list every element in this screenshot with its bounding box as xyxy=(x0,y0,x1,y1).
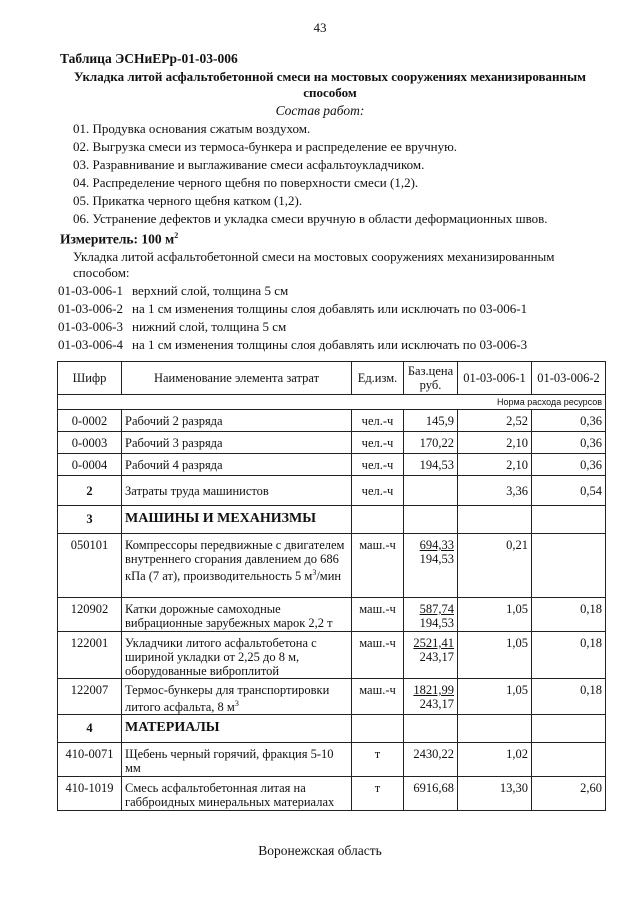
table-row xyxy=(58,715,606,743)
subitem-code: 01-03-006-1 xyxy=(58,283,123,298)
cell-name-text: Затраты труда машинистов xyxy=(125,484,269,498)
subitem xyxy=(58,319,286,335)
subitem xyxy=(58,301,527,317)
price-total: 694,33 xyxy=(419,538,454,552)
table-row xyxy=(58,679,606,715)
cell-price xyxy=(404,679,458,715)
cell-code: 0-0004 xyxy=(58,454,122,476)
cell-name-text: Смесь асфальтобетонная литая на габброидных минеральных материалах xyxy=(125,781,335,810)
cell-v2: 2,60 xyxy=(532,777,606,811)
cell-unit: т xyxy=(352,743,404,777)
table-row xyxy=(58,632,606,679)
price-wage: 243,17 xyxy=(419,697,454,711)
cell-v1: 2,10 xyxy=(458,454,532,476)
cell-price xyxy=(404,506,458,534)
cell-unit: чел.-ч xyxy=(352,476,404,506)
cell-v2: 0,54 xyxy=(532,476,606,506)
cell-unit: чел.-ч xyxy=(352,432,404,454)
price-wage: 194,53 xyxy=(419,552,454,566)
subitem-text: нижний слой, толщина 5 см xyxy=(132,319,287,334)
cell-price xyxy=(404,476,458,506)
cell-code: 3 xyxy=(58,506,122,534)
cell-name xyxy=(122,506,352,534)
cell-price xyxy=(404,454,458,476)
cell-name-text: Компрессоры передвижные с двигателем внутреннего сгорания давлением до 686 кПа (7 ат), производительность 5 м xyxy=(125,538,345,584)
table-row xyxy=(58,743,606,777)
page-number: 43 xyxy=(313,20,327,35)
table-id: Таблица ЭСНиЕРр-01-03-006 xyxy=(60,51,238,66)
cell-name xyxy=(122,476,352,506)
cell-name-text: Рабочий 3 разряда xyxy=(125,436,223,450)
table-row xyxy=(58,777,606,811)
cell-v1: 1,05 xyxy=(458,632,532,679)
cell-price xyxy=(404,743,458,777)
table-row xyxy=(58,598,606,632)
cell-v2: 0,36 xyxy=(532,410,606,432)
cell-v1: 13,30 xyxy=(458,777,532,811)
cell-v1: 2,10 xyxy=(458,432,532,454)
price-total: 1821,99 xyxy=(413,683,454,697)
cell-price xyxy=(404,777,458,811)
cell-unit xyxy=(352,715,404,743)
cell-code: 122001 xyxy=(58,632,122,679)
cell-v1: 1,05 xyxy=(458,598,532,632)
cell-code: 2 xyxy=(58,476,122,506)
cell-price xyxy=(404,432,458,454)
cell-unit: т xyxy=(352,777,404,811)
cell-name xyxy=(122,679,352,715)
cell-unit: чел.-ч xyxy=(352,410,404,432)
cell-code: 410-0071 xyxy=(58,743,122,777)
price-total: 145,9 xyxy=(425,414,454,428)
cell-v2: 0,18 xyxy=(532,679,606,715)
cell-name-text: Рабочий 2 разряда xyxy=(125,414,223,428)
table-row xyxy=(58,534,606,598)
header-v2: 01-03-006-2 xyxy=(532,362,606,395)
cell-v2 xyxy=(532,715,606,743)
header-v1: 01-03-006-1 xyxy=(458,362,532,395)
subitem-text: на 1 см изменения толщины слоя добавлять или исключать по 03-006-3 xyxy=(132,337,528,352)
cell-name xyxy=(122,410,352,432)
cell-name-text: Рабочий 4 разряда xyxy=(125,458,223,472)
cell-code: 410-1019 xyxy=(58,777,122,811)
subitem xyxy=(58,337,527,353)
table-row xyxy=(58,410,606,432)
header-unit: Ед.изм. xyxy=(352,362,404,395)
cell-name xyxy=(122,598,352,632)
cell-name-text: Укладчики литого асфальтобетона с шириной укладки от 2,25 до 8 м, оборудованные виброплитой xyxy=(125,636,317,678)
subitem-code: 01-03-006-4 xyxy=(58,337,123,352)
cell-price xyxy=(404,598,458,632)
cell-v2 xyxy=(532,506,606,534)
table-row xyxy=(58,432,606,454)
cell-code: 0-0003 xyxy=(58,432,122,454)
cell-price xyxy=(404,715,458,743)
header-code: Шифр xyxy=(58,362,122,395)
price-total: 2430,22 xyxy=(413,747,454,762)
cell-price xyxy=(404,534,458,598)
meter-label: Измеритель: 100 м xyxy=(60,231,175,247)
cell-name-sup: 3 xyxy=(312,568,317,577)
cell-name xyxy=(122,534,352,598)
cell-name xyxy=(122,743,352,777)
cell-price xyxy=(404,410,458,432)
cell-name-sup: 3 xyxy=(234,699,239,708)
cell-name-text: МАШИНЫ И МЕХАНИЗМЫ xyxy=(125,511,317,526)
cost-table xyxy=(57,361,606,811)
work-item: 02. Выгрузка смеси из термоса-бункера и распределение ее вручную. xyxy=(73,139,458,154)
footer-region: Воронежская область xyxy=(258,843,382,858)
cell-v2: 0,18 xyxy=(532,632,606,679)
cell-price xyxy=(404,632,458,679)
cell-unit xyxy=(352,506,404,534)
cell-unit: маш.-ч xyxy=(352,534,404,598)
works-heading: Состав работ: xyxy=(275,103,365,118)
cell-name-text: МАТЕРИАЛЫ xyxy=(125,720,220,736)
cell-v1: 1,02 xyxy=(458,743,532,777)
subitem xyxy=(58,283,288,299)
cell-code: 050101 xyxy=(58,534,122,598)
cell-v1: 3,36 xyxy=(458,476,532,506)
cell-v2 xyxy=(532,743,606,777)
cell-v1: 2,52 xyxy=(458,410,532,432)
cell-v2: 0,18 xyxy=(532,598,606,632)
cell-code: 122007 xyxy=(58,679,122,715)
price-wage: 194,53 xyxy=(419,616,454,630)
price-wage: 243,17 xyxy=(419,650,454,664)
table-row xyxy=(58,476,606,506)
norm-caption-row xyxy=(58,395,606,410)
cell-name-text: Термос-бункеры для транспортировки литого асфальта, 8 м xyxy=(125,683,330,715)
sub-description: Укладка литой асфальтобетонной смеси на мостовых сооружениях механизированным способом: xyxy=(73,249,555,280)
subitem-code: 01-03-006-2 xyxy=(58,301,123,316)
cell-v1: 0,21 xyxy=(458,534,532,598)
cell-unit: чел.-ч xyxy=(352,454,404,476)
meter xyxy=(60,231,178,248)
work-item: 05. Прикатка черного щебня катком (1,2). xyxy=(73,193,303,208)
norm-caption: Норма расхода ресурсов xyxy=(58,395,606,410)
cell-unit: маш.-ч xyxy=(352,598,404,632)
cell-code: 4 xyxy=(58,715,122,743)
price-total: 6916,68 xyxy=(413,781,454,796)
price-total: 194,53 xyxy=(419,458,454,472)
cell-name-text: Катки дорожные самоходные вибрационные зарубежных марок 2,2 т xyxy=(125,602,333,630)
table-title: Укладка литой асфальтобетонной смеси на мостовых сооружениях механизированным способом xyxy=(73,69,587,100)
table-row xyxy=(58,454,606,476)
cell-name-text: Щебень черный горячий, фракция 5-10 мм xyxy=(125,747,334,776)
table-body xyxy=(58,395,606,811)
subitem-text: верхний слой, толщина 5 см xyxy=(132,283,289,298)
header-price: Баз.цена руб. xyxy=(404,362,458,395)
price-total: 2521,41 xyxy=(413,636,454,650)
meter-power: 2 xyxy=(174,231,179,240)
table-row xyxy=(58,506,606,534)
subitem-code: 01-03-006-3 xyxy=(58,319,123,334)
cell-code: 120902 xyxy=(58,598,122,632)
subitem-text: на 1 см изменения толщины слоя добавлять или исключать по 03-006-1 xyxy=(132,301,528,316)
work-item: 03. Разравнивание и выглаживание смеси асфальтоукладчиком. xyxy=(73,157,425,172)
cell-name xyxy=(122,632,352,679)
cell-unit: маш.-ч xyxy=(352,679,404,715)
table-header-row xyxy=(58,362,606,395)
work-item: 04. Распределение черного щебня по поверхности смеси (1,2). xyxy=(73,175,419,190)
cell-name xyxy=(122,715,352,743)
cell-name xyxy=(122,777,352,811)
cell-unit: маш.-ч xyxy=(352,632,404,679)
header-name: Наименование элемента затрат xyxy=(122,362,352,395)
cell-v1 xyxy=(458,715,532,743)
cell-name xyxy=(122,432,352,454)
price-total: 587,74 xyxy=(419,602,454,616)
cell-name-tail: /мин xyxy=(316,569,342,584)
cell-v1 xyxy=(458,506,532,534)
work-item: 01. Продувка основания сжатым воздухом. xyxy=(73,121,311,136)
cell-v2 xyxy=(532,534,606,598)
cell-name xyxy=(122,454,352,476)
cell-v1: 1,05 xyxy=(458,679,532,715)
cell-v2: 0,36 xyxy=(532,432,606,454)
price-total: 170,22 xyxy=(419,436,454,450)
work-item: 06. Устранение дефектов и укладка смеси вручную в области деформационных швов. xyxy=(73,211,548,226)
cell-v2: 0,36 xyxy=(532,454,606,476)
cell-code: 0-0002 xyxy=(58,410,122,432)
